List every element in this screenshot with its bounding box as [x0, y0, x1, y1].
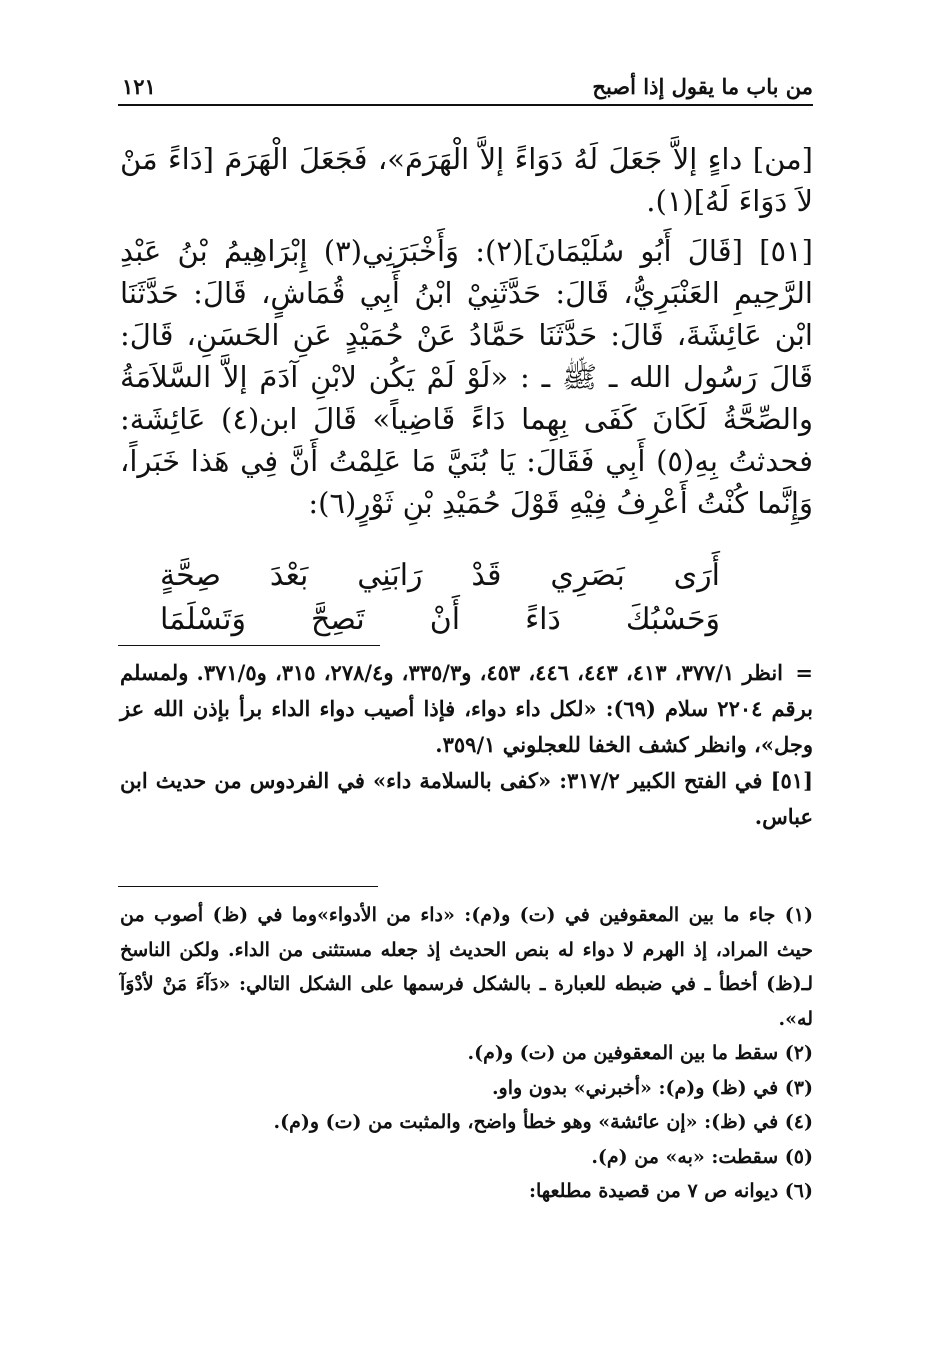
footnote-1: (١) جاء ما بين المعقوفين في (ت) و(م): «داء من الأدواء»وما في (ظ) أصوب من حيث المراد، إذ الهرم لا دواء له بنص الحديث إذ جعله مستثنى من الداء. ولكن الناسخ لـ(ظ) أخطأ ـ في ضبطه للعبارة ـ بالشكل فرسمها على الشكل التالي: «دَآءَ مَنْ لأدْوَآ له». [120, 904, 813, 1030]
header-rule [118, 104, 813, 106]
verse-line-1: أَرَى بَصَرِي قَدْ رَابَنِي بَعْدَ صِحَّةٍ [160, 558, 720, 593]
verse-line-2: وَحَسْبُكَ دَاءً أَنْ تَصِحَّ وَتَسْلَمَا [160, 602, 720, 637]
hadith-51-paragraph: [٥١] [قَالَ أَبُو سُلَيْمَانَ](٢): وَأَخْبَرَنِي(٣) إِبْرَاهِيمُ بْنُ عَبْدِ الرَّحِيمِ العَنْبَرِيُّ، قَالَ: حَدَّثَنِيْ ابْنُ أَبِي قُمَاشٍ، قَالَ: حَدَّثَنَا ابْن عَائِشَةَ، قَالَ: حَدَّثَنَا حَمَّادُ عَنْ حُمَيْدٍ عَنِ الحَسَنِ، قَالَ: قَالَ رَسُول الله ـ ﷺ ـ : «لَوْ لَمْ يَكُن لابْنِ آدَمَ إلاَّ السَّلاَمَةُ والصِّحَّةُ لَكَانَ كَفَى بِهِما دَاءً قَاضِياً» قَالَ ابن(٤) عَائِشَة: فحدثتُ بِهِ(٥) أَبِي فَقَالَ: يَا بُنَيَّ مَا عَلِمْتُ أَنَّ فِي هَذا خَبَراً، وَإِنَّما كُنْتُ أَعْرِفُ فِيْهِ قَوْلَ حُمَيْدِ بْنِ ثَوْرٍ(٦): [120, 234, 814, 520]
reference-note-text: انظر ٣٧٧/١، ٤١٣، ٤٤٣، ٤٤٦، ٤٥٣، و٣٣٥/٣، و٢٧٨/٤، ٣١٥، و٣٧١/٥. ولمسلم برقم ٢٢٠٤ سلام (٦٩): «لكل داء دواء، فإذا أصيب دواء الداء برأ بإذن الله عز وجل»، وانظر كشف الخفا للعجلوني ٣٥٩/١. [120, 660, 813, 757]
chapter-title: من باب ما يقول إذا أصبح [592, 74, 813, 99]
continuation-mark: = [795, 660, 814, 685]
footnote-5: (٥) سقطت: «به» من (م). [591, 1145, 813, 1168]
reference-note-continued [120, 655, 813, 763]
footnote-separator-2 [118, 886, 378, 887]
main-text [120, 138, 813, 524]
footnote-3: (٣) في (ظ) و(م): «أخبرني» بدون واو. [491, 1076, 813, 1099]
reference-notes [120, 655, 813, 835]
footnote-6: (٦) ديوانه ص ٧ من قصيدة مطلعها: [528, 1180, 813, 1202]
footnote-4: (٤) في (ظ): «إن عائشة» وهو خطأ واضح، والمثبت من (ت) و(م). [273, 1111, 813, 1133]
footnotes [120, 898, 813, 1209]
footnote-2: (٢) سقط ما بين المعقوفين من (ت) و(م). [467, 1042, 813, 1064]
paragraph-continuation: [من] داءٍ إلاَّ جَعَلَ لَهُ دَوَاءً إلاَّ الْهَرَمَ»، فَجَعَلَ الْهَرَمَ [دَاءً مَنْ لاَ دَوَاءَ لَهُ](١). [120, 142, 813, 218]
footnote-separator [118, 645, 380, 646]
page-number: ١٢١ [122, 74, 156, 99]
reference-note-51: [٥١] في الفتح الكبير ٣١٧/٢: «كفى بالسلامة داء» في الفردوس من حديث ابن عباس. [120, 768, 813, 829]
page-header [118, 68, 813, 106]
